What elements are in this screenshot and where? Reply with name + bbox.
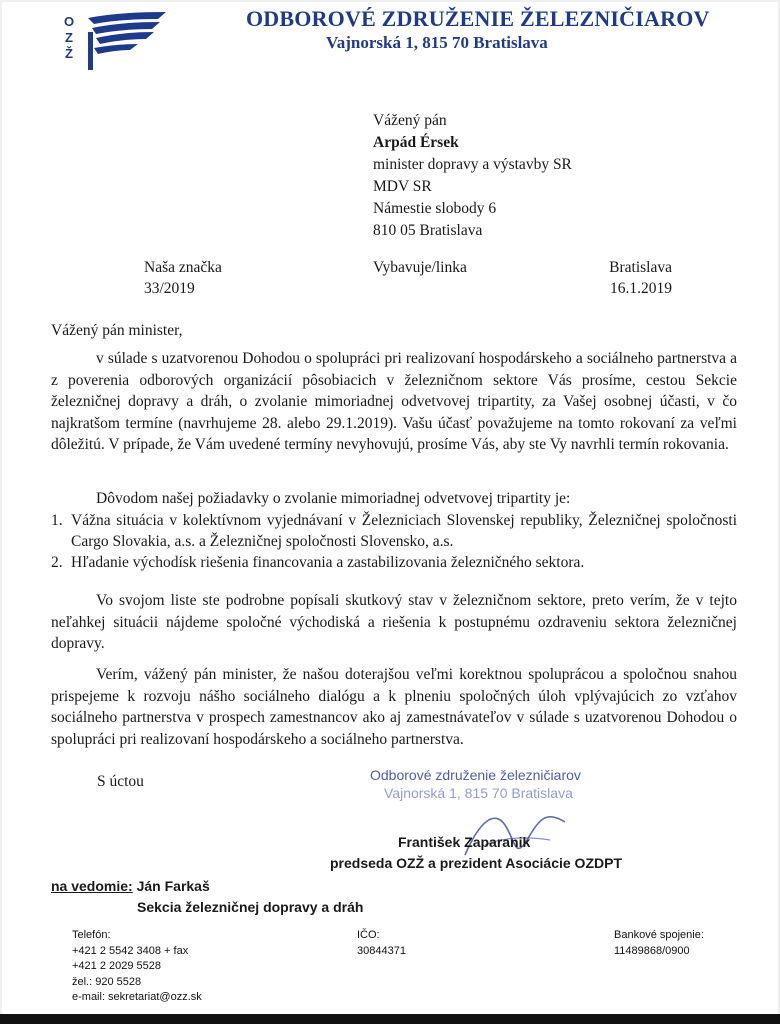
footer-bank bbox=[614, 928, 704, 959]
ico-value: 30844371 bbox=[357, 944, 406, 957]
rail-phone: žel.: 920 5528 bbox=[72, 975, 142, 988]
greeting: Vážený pán minister, bbox=[51, 322, 183, 339]
logo-letter: Ž bbox=[65, 46, 73, 61]
footer-contacts bbox=[72, 928, 202, 1006]
email: e-mail: sekretariat@ozz.sk bbox=[72, 991, 202, 1003]
list-item bbox=[51, 510, 737, 552]
phone-label: Telefón: bbox=[72, 929, 111, 941]
place-date bbox=[609, 257, 672, 299]
signatory-name: František Zaparanik bbox=[398, 834, 531, 850]
reasons-intro: Dôvodom našej požiadavky o zvolanie mimoriadnej odvetvovej tripartity je: bbox=[96, 490, 571, 507]
signatory-position: predseda OZŽ a prezident Asociácie OZDPT bbox=[330, 855, 622, 871]
cc-section: Sekcia železničnej dopravy a dráh bbox=[137, 899, 364, 915]
place: Bratislava bbox=[609, 259, 672, 276]
phone-2: +421 2 2029 5528 bbox=[72, 960, 162, 972]
logo-letter: O bbox=[63, 14, 75, 29]
list-number: 2. bbox=[51, 554, 63, 571]
cc-label: na vedomie: bbox=[51, 878, 133, 894]
paragraph-situation: Vo svojom liste ste podrobne popísali skutkový stav v železničnom sektore, preto verím, že v tejto neľahkej situácii nájdeme spoločné východiská a riešenia k postupnému ozdraveniu sektora železničnej dopravy. bbox=[51, 592, 737, 652]
list-text: Hľadanie východísk riešenia financovania a zastabilizovania železničného sektora. bbox=[71, 554, 585, 571]
paragraph-cooperation: Verím, vážený pán minister, že našou doterajšou veľmi korektnou spoluprácou a spoločnou snahou prispejeme k rozvoju nášho sociálneho dialógu a k plneniu spoločných úloh vplývajúcich zo vzťahov sociálneho partnerstva v prospech zamestnancov ako aj zamestnávateľov v súlade s uzatvorenou Dohodou o spolupráci pri realizovaní hospodárskeho a sociálneho partnerstva. bbox=[51, 666, 737, 748]
date: 16.1.2019 bbox=[610, 280, 672, 297]
list-item bbox=[51, 552, 737, 573]
paragraph-request: v súlade s uzatvorenou Dohodou o spolupráci pri realizovaní hospodárskeho a sociálneho partnerstva a z poverenia odborových organizácií pôsobiacich v železničnom sektore Vás prosíme, cestou Sekcie železničnej dopravy a dráh, o zvolanie mimoriadnej odvetvovej tripartity, za Vašej osobnej účasti, v čo najkratšom termíne (navrhujeme 28. alebo 29.1.2019). Vašu účasť považujeme na tomto rokovaní za veľmi dôležitú. V prípade, že Vám uvedené termíny nevyhovujú, prosíme Vás, aby ste Vy navrhli termín rokovania. bbox=[51, 350, 737, 453]
footer-ico bbox=[357, 928, 406, 959]
our-reference bbox=[144, 257, 222, 299]
handler-label: Vybavuje/linka bbox=[373, 259, 467, 276]
stamp-line-2: Vajnorská 1, 815 70 Bratislava bbox=[384, 785, 573, 801]
recipient-salutation: Vážený pán bbox=[373, 112, 447, 129]
bank-label: Bankové spojenie: bbox=[614, 929, 704, 941]
recipient-address bbox=[373, 110, 572, 242]
list-text: Vážna situácia v kolektívnom vyjednávaní v Železniciach Slovenskej republiky, Železničnej spoločnosti Cargo Slovakia, a.s. a Železničnej spoločnosti Slovensko, a.s. bbox=[71, 512, 737, 550]
logo-letters bbox=[62, 14, 76, 62]
recipient-street: Námestie slobody 6 bbox=[373, 200, 497, 217]
phone-1: +421 2 5542 3408 + fax bbox=[72, 944, 189, 957]
list-number: 1. bbox=[51, 512, 63, 529]
recipient-city: 810 05 Bratislava bbox=[373, 222, 483, 239]
recipient-office: MDV SR bbox=[373, 178, 432, 195]
recipient-title: minister dopravy a výstavby SR bbox=[373, 156, 572, 173]
stamp-line-1: Odborové združenie železničiarov bbox=[370, 767, 581, 783]
cc-line bbox=[51, 878, 210, 894]
org-address: Vajnorská 1, 815 70 Bratislava bbox=[326, 33, 548, 52]
ico-label: IČO: bbox=[357, 929, 380, 941]
our-ref-label: Naša značka bbox=[144, 259, 222, 276]
recipient-name: Arpád Érsek bbox=[373, 134, 459, 151]
cc-name: Ján Farkaš bbox=[136, 878, 210, 894]
our-ref-value: 33/2019 bbox=[144, 280, 195, 297]
closing: S úctou bbox=[97, 773, 144, 790]
logo-letter: Z bbox=[65, 30, 73, 45]
org-name: ODBOROVÉ ZDRUŽENIE ŽELEZNIČIAROV bbox=[246, 6, 710, 31]
handler bbox=[373, 257, 467, 278]
bottom-edge bbox=[0, 1014, 780, 1024]
bank-value: 11489868/0900 bbox=[614, 944, 690, 957]
